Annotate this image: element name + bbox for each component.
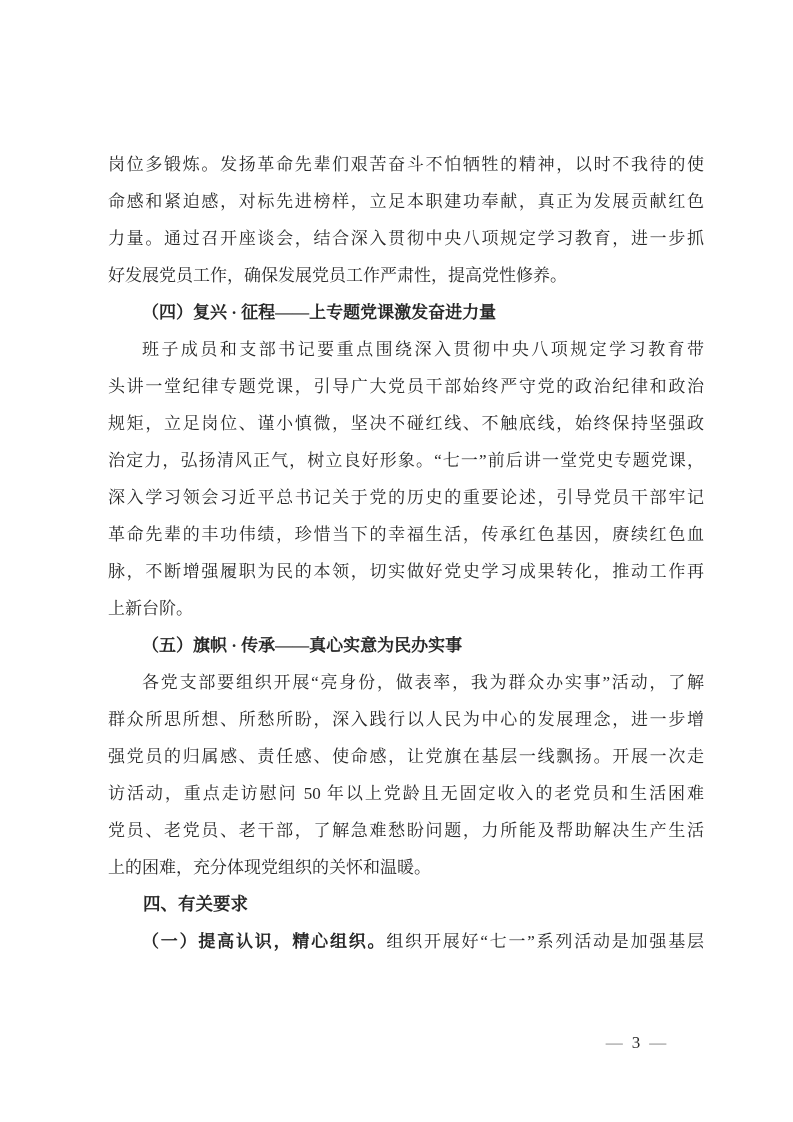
body-line: 革命先辈的丰功伟绩，珍惜当下的幸福生活，传承红色基因，赓续红色血 <box>108 525 704 544</box>
body-line: 强党员的归属感、责任感、使命感，让党旗在基层一线飘扬。开展一次走 <box>108 747 704 766</box>
section-four-heading: （四）复兴 · 征程——上专题党课激发奋进力量 <box>142 303 497 322</box>
body-line: 力量。通过召开座谈会，结合深入贯彻中央八项规定学习教育，进一步抓 <box>108 229 704 248</box>
body-line: 各党支部要组织开展“亮身份，做表率，我为群众办实事”活动，了解 <box>142 673 704 692</box>
section-five-heading: （五）旗帜 · 传承——真心实意为民办实事 <box>142 636 463 655</box>
body-line: 规矩，立足岗位、谨小慎微，坚决不碰红线、不触底线，始终保持坚强政 <box>108 414 704 433</box>
page-number-value: 3 <box>631 1033 641 1052</box>
body-line: 头讲一堂纪律专题党课，引导广大党员干部始终严守党的政治纪律和政治 <box>108 377 704 396</box>
document-body <box>108 146 704 960</box>
requirement-item-one-text: 组织开展好“七一”系列活动是加强基层 <box>386 932 704 951</box>
body-line: 上新台阶。 <box>108 599 193 618</box>
requirements-heading: 四、有关要求 <box>143 894 248 914</box>
body-line: 好发展党员工作，确保发展党员工作严肃性，提高党性修养。 <box>108 266 567 285</box>
body-line: 深入学习领会习近平总书记关于党的历史的重要论述，引导党员干部牢记 <box>108 488 704 507</box>
body-line: 党员、老党员、老干部，了解急难愁盼问题，力所能及帮助解决生产生活 <box>108 821 704 840</box>
body-line: 岗位多锻炼。发扬革命先辈们艰苦奋斗不怕牺牲的精神，以时不我待的使 <box>108 155 704 174</box>
body-line: 班子成员和支部书记要重点围绕深入贯彻中央八项规定学习教育带 <box>142 340 704 359</box>
body-line: 访活动，重点走访慰问 50 年以上党龄且无固定收入的老党员和生活困难 <box>108 784 704 803</box>
body-line: 上的困难，充分体现党组织的关怀和温暖。 <box>108 858 431 877</box>
page-number-dash-right: — <box>649 1033 667 1052</box>
page-number <box>576 1032 696 1054</box>
requirement-item-one-line <box>108 923 704 960</box>
body-line: 群众所思所想、所愁所盼，深入践行以人民为中心的发展理念，进一步增 <box>108 710 704 729</box>
body-line: 脉，不断增强履职为民的本领，切实做好党史学习成果转化，推动工作再 <box>108 562 704 581</box>
body-line: 治定力，弘扬清风正气，树立良好形象。“七一”前后讲一堂党史专题党课， <box>108 451 704 470</box>
body-line: 命感和紧迫感，对标先进榜样，立足本职建功奉献，真正为发展贡献红色 <box>108 192 704 211</box>
requirement-item-one-lead: （一）提高认识，精心组织。 <box>142 932 387 951</box>
page-number-dash-left: — <box>605 1033 623 1052</box>
